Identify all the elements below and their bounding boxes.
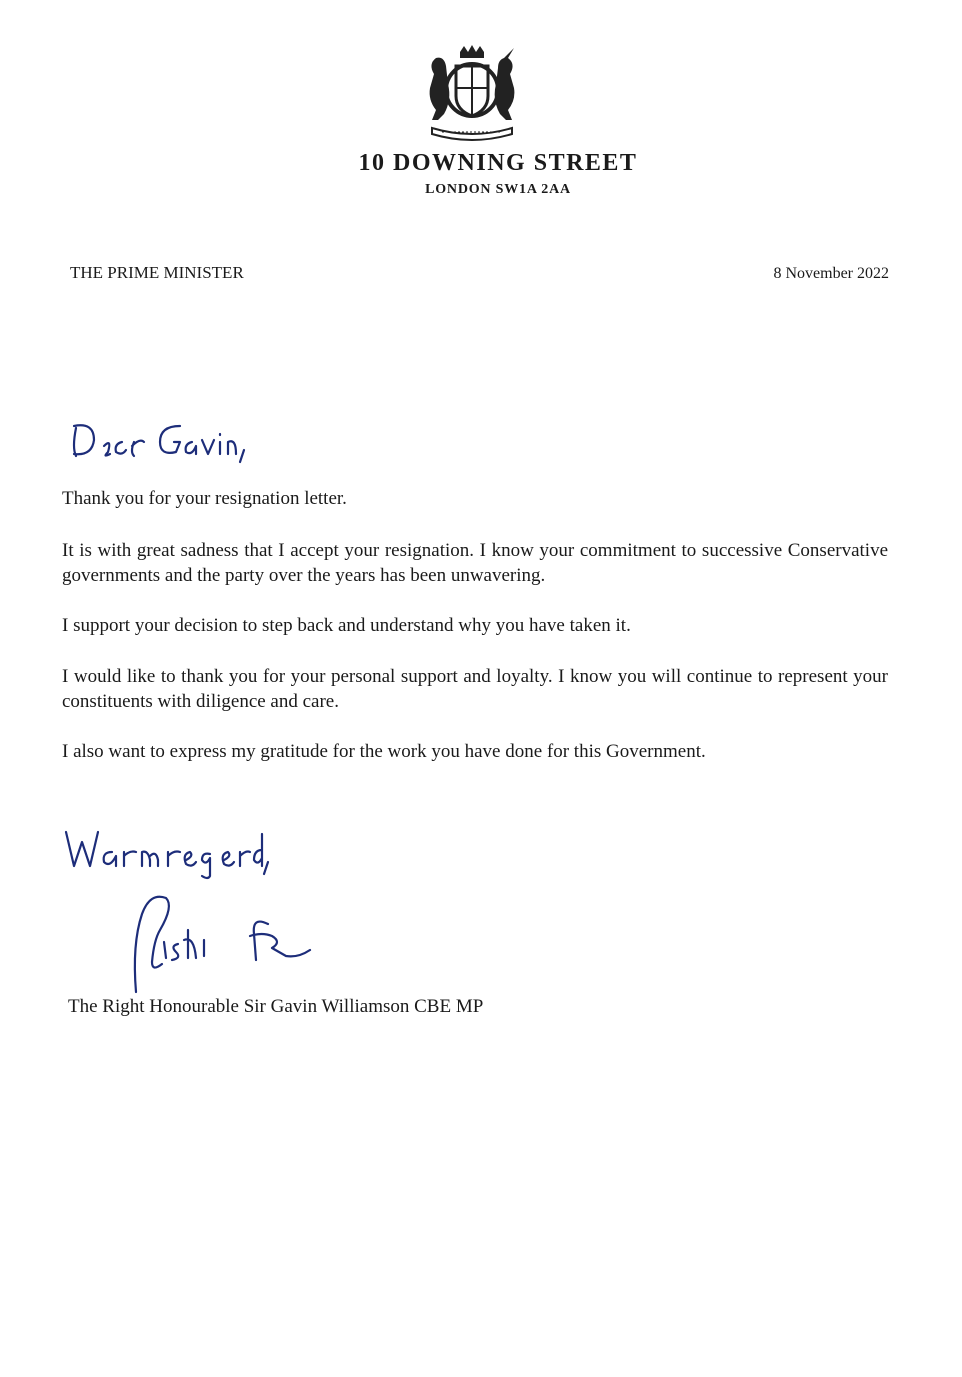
paragraph-4: I would like to thank you for your personal support and loyalty. I know you will continue to represent your constituents with diligence and care. (62, 666, 888, 712)
letter-date: 8 November 2022 (773, 265, 889, 282)
handwritten-closing (62, 820, 272, 880)
paragraph-5: I also want to express my gratitude for the work you have done for this Government. (62, 741, 706, 762)
paragraph-1: Thank you for your resignation letter. (62, 488, 347, 509)
address-line-1: 10 DOWNING STREET (358, 150, 638, 176)
paragraph-2: It is with great sadness that I accept your resignation. I know your commitment to successive Conservative governments and the party over the years has been unwavering. (62, 540, 888, 586)
addressee: The Right Honourable Sir Gavin Williamson CBE MP (68, 996, 484, 1017)
royal-crest-icon (418, 44, 526, 144)
handwritten-signature (122, 884, 318, 996)
sender-title: THE PRIME MINISTER (70, 263, 244, 282)
handwritten-salutation (64, 408, 254, 468)
paragraph-3: I support your decision to step back and understand why you have taken it. (62, 615, 631, 636)
address-line-2: LONDON SW1A 2AA (425, 182, 571, 197)
